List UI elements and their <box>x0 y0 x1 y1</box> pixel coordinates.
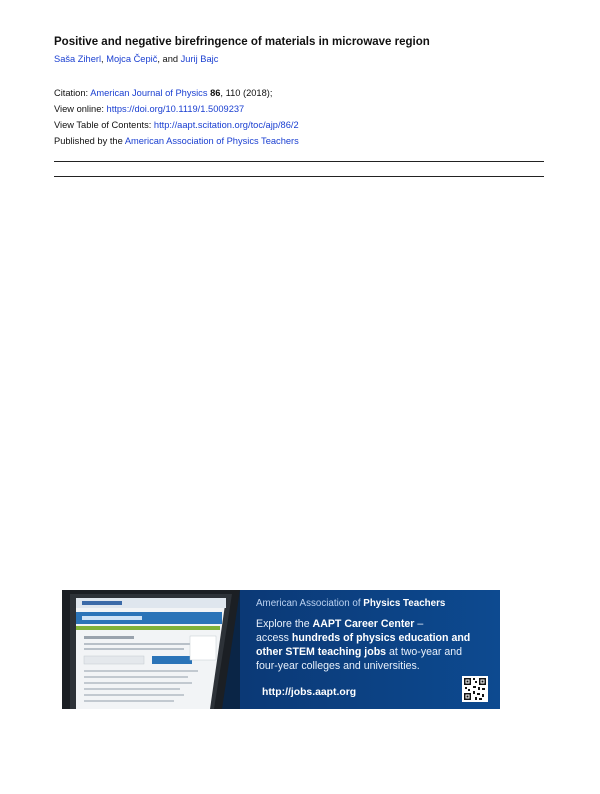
banner-text: at two-year and <box>386 646 463 658</box>
doi-link[interactable]: https://doi.org/10.1119/1.5009237 <box>106 104 245 114</box>
org-name-bold: Physics Teachers <box>363 598 446 609</box>
toc-link[interactable]: http://aapt.scitation.org/toc/ajp/86/2 <box>153 120 299 130</box>
journal-link[interactable]: American Journal of Physics <box>90 88 208 98</box>
author-link[interactable]: Mojca Čepič <box>106 54 158 64</box>
banner-text: Explore the <box>256 618 313 630</box>
toc-label: View Table of Contents: <box>54 120 154 130</box>
banner-text-bold: other STEM teaching jobs <box>256 646 387 658</box>
citation-label: Citation: <box>54 88 91 98</box>
tablet-screenshot-image <box>62 590 240 709</box>
author-separator: , <box>101 54 107 64</box>
publisher-link[interactable]: American Association of Physics Teachers <box>124 136 299 146</box>
banner-text: access <box>256 632 292 644</box>
banner-line-3 <box>256 646 462 658</box>
publisher-line <box>54 136 299 146</box>
qr-code-icon <box>462 676 488 702</box>
org-name-regular: American Association of <box>256 598 364 609</box>
article-title: Positive and negative birefringence of materials in microwave region <box>54 36 430 48</box>
divider-top <box>54 161 544 162</box>
author-link[interactable]: Jurij Bajc <box>180 54 219 64</box>
banner-org-name <box>256 598 445 609</box>
citation-rest: , 110 (2018); <box>220 88 273 98</box>
toc-line <box>54 120 299 130</box>
author-list <box>54 54 218 64</box>
citation-line <box>54 88 272 98</box>
banner-text-bold: hundreds of physics education and <box>291 632 471 644</box>
banner-line-2 <box>256 632 470 644</box>
publisher-label: Published by the <box>54 136 125 146</box>
banner-line-4 <box>256 660 420 672</box>
author-separator: , and <box>157 54 181 64</box>
volume-number: 86 <box>210 88 221 98</box>
banner-text: – <box>414 618 424 630</box>
banner-text-bold: AAPT Career Center <box>312 618 415 630</box>
author-link[interactable]: Saša Ziherl <box>54 54 102 64</box>
banner-text: four-year colleges and universities. <box>256 660 420 672</box>
view-online-label: View online: <box>54 104 107 114</box>
banner-url-link[interactable]: http://jobs.aapt.org <box>262 687 357 698</box>
banner-line-1 <box>256 618 423 630</box>
divider-bottom <box>54 176 544 177</box>
view-online-line <box>54 104 244 114</box>
